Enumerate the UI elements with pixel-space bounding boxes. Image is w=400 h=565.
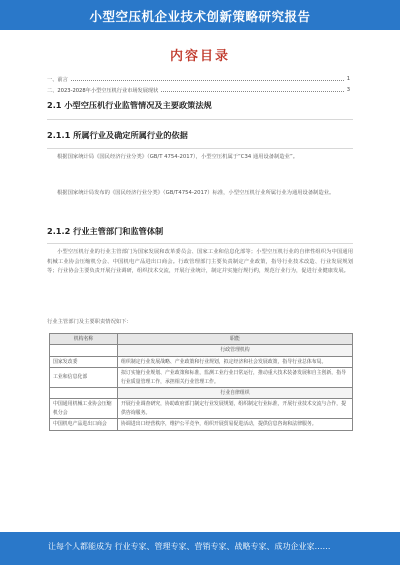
- report-header-bar: [0, 0, 400, 30]
- divider: [47, 148, 353, 149]
- table-cell-name: 工业和信息化部: [50, 368, 118, 388]
- divider: [47, 119, 353, 120]
- toc-entry[interactable]: [47, 76, 350, 83]
- table-row: [50, 356, 353, 367]
- table-row: [50, 368, 353, 388]
- table-group-row: [50, 345, 353, 356]
- table-cell-name: 国家发改委: [50, 356, 118, 367]
- table-group-title: 行业自律组织: [118, 388, 353, 399]
- subsection-heading: 2.1.1 所属行业及确定所属行业的依据: [47, 130, 188, 140]
- section-heading: 2.1 小型空压机行业监管情况及主要政策法规: [47, 100, 212, 110]
- footer-bar: [0, 532, 400, 565]
- table-group-title: 行政管理机构: [118, 345, 353, 356]
- table-header-row: [50, 334, 353, 345]
- table-cell-duty: 协调进出口经营秩序，维护公平竞争，组织开展贸易促进活动，提供信息咨询和法律服务。: [118, 419, 353, 430]
- subsection-heading: 2.1.2 行业主管部门和监管体制: [47, 226, 164, 236]
- divider: [47, 243, 353, 244]
- paragraph-text: 小型空压机行业的行业主管部门为国家发展和改革委员会、国家工业和信息化部等；小型空压机行业的自律性组织为中国通用机械工业协会压缩机分会、中国机电产品进出口商会。行政管理部门主要负责制定产业政策，指导行业技术改造、行业发展规划等；行业协会主要负责开展行业调研，组织技术交流，开展行业统计，制定并实施行规行约，规范行业行为，促进行业健康发展。: [47, 249, 353, 275]
- toc-entry-page: 3: [346, 87, 350, 93]
- paragraph: [47, 189, 353, 199]
- toc-entry[interactable]: [47, 87, 350, 94]
- toc-entry-label: 一、前言: [47, 77, 68, 83]
- table-cell-duty: 开展行业调查研究，协助政府部门制定行业发展规划，组织制定行业标准，开展行业技术交流与合作，提供咨询服务。: [118, 399, 353, 419]
- table-caption: 行业主管部门及主要职责情况如下：: [47, 319, 132, 325]
- paragraph: [47, 248, 353, 277]
- table-header-cell: 职能: [118, 334, 353, 345]
- paragraph-text: 根据国家统计局《国民经济行业分类》（GB/T 4754-2017），小型空压机属于“C34 通用设备制造业”。: [57, 154, 299, 160]
- table-cell-duty: 组织制定行业发展战略、产业政策和行业规划，拟定经济和社会发展政策，指导行业总体布局。: [118, 356, 353, 367]
- toc-entry-page: 1: [346, 76, 350, 82]
- toc-title: 内容目录: [169, 49, 230, 64]
- toc-leader-dots: [47, 80, 350, 81]
- toc-entry-label: 二、2023-2028年小型空压机行业市场发展现状: [47, 88, 159, 94]
- table-cell-name: 中国通用机械工业协会压缩机分会: [50, 399, 118, 419]
- table-cell-name: 中国机电产品进出口商会: [50, 419, 118, 430]
- table-header-cell: 机构名称: [50, 334, 118, 345]
- paragraph-text: 根据国家统计局发布的《国民经济行业分类》（GB/T4754-2017）标准，小型空压机行业所属行业为通用设备制造业。: [57, 190, 335, 196]
- table-group-row: [50, 388, 353, 399]
- regulator-table: [49, 333, 353, 431]
- footer-slogan: 让每个人都能成为 行业专家、管理专家、营销专家、战略专家、成功企业家……: [48, 542, 331, 551]
- table-cell-duty: 拟订实施行业规划、产业政策和标准，监测工业行业日常运行，推动重大技术装备发展和自主创新，指导行业质量管理工作，承担相关行业管理工作。: [118, 368, 353, 388]
- table-row: [50, 399, 353, 419]
- report-title: 小型空压机企业技术创新策略研究报告: [89, 9, 311, 24]
- paragraph: [47, 153, 353, 163]
- table-row: [50, 419, 353, 430]
